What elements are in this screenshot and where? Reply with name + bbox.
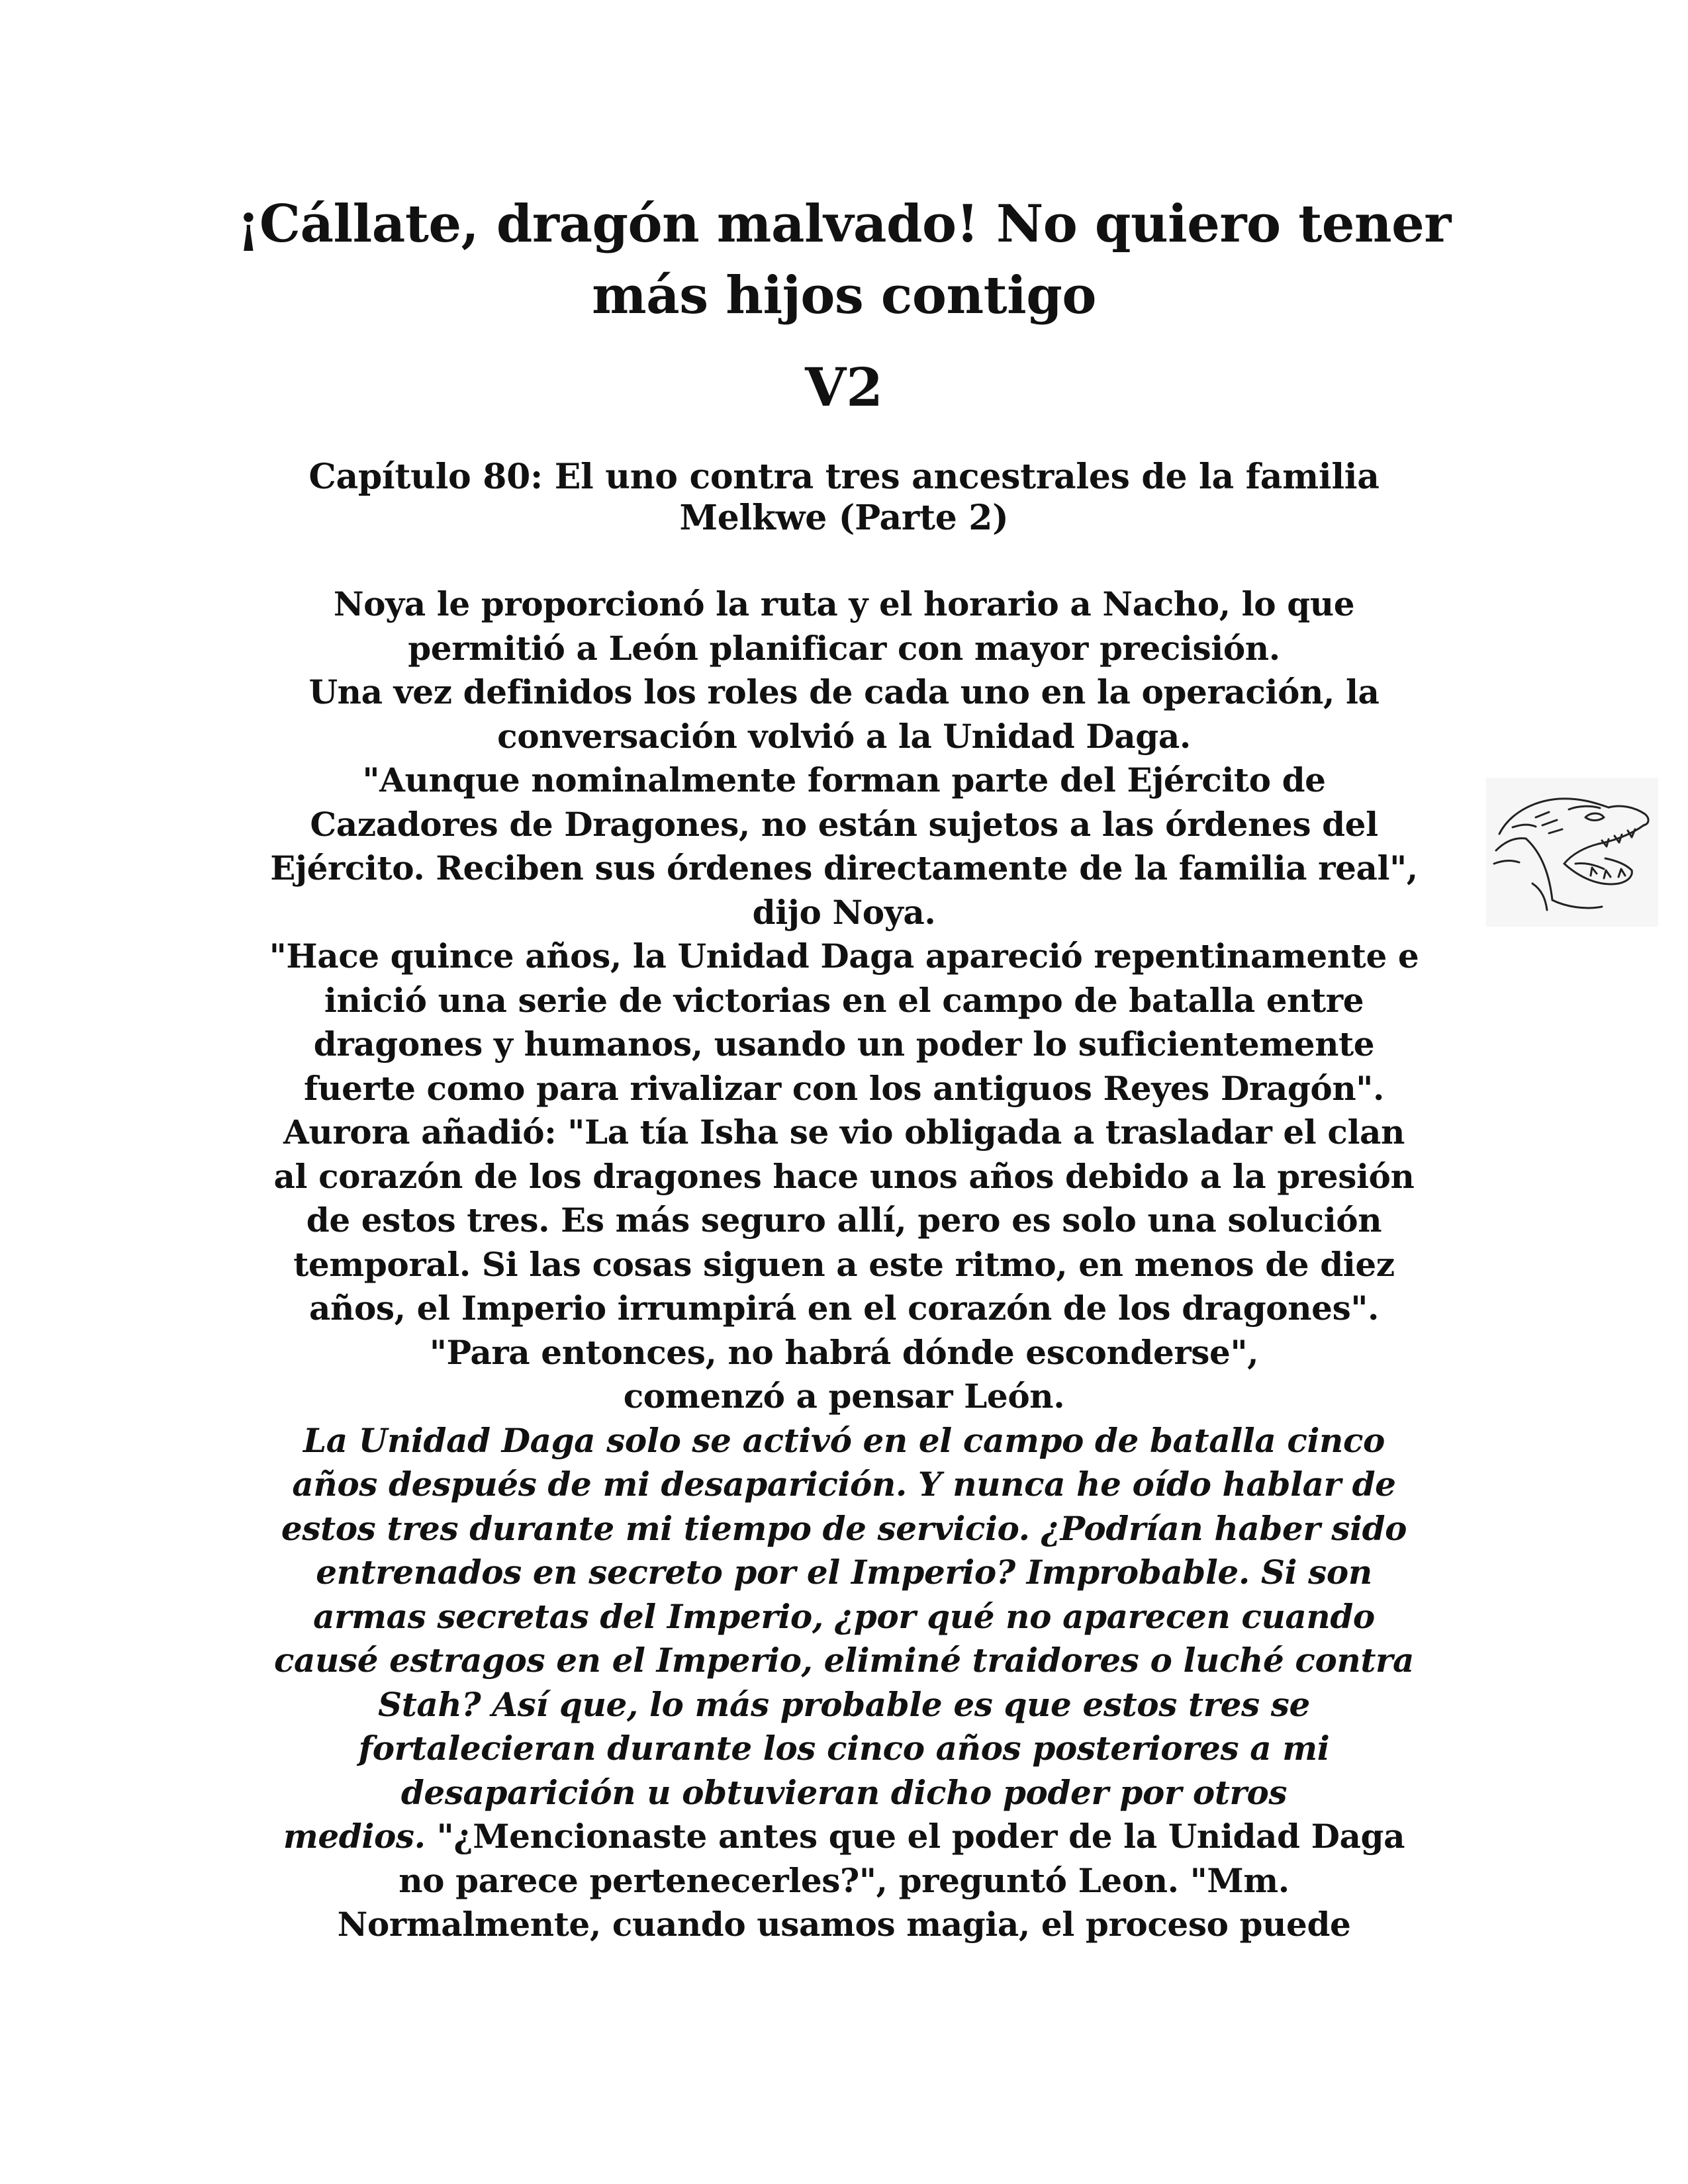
thought-line: estos tres durante mi tiempo de servicio. ¿Podrían haber sido bbox=[281, 1508, 1407, 1548]
body-line: años, el Imperio irrumpirá en el corazón de los dragones". bbox=[309, 1289, 1379, 1328]
thought-line: entrenados en secreto por el Imperio? Improbable. Si son bbox=[316, 1553, 1372, 1592]
body-line: al corazón de los dragones hace unos años debido a la presión bbox=[273, 1156, 1415, 1196]
chapter-body bbox=[218, 582, 1470, 1947]
dragon-head-sketch-icon bbox=[1486, 778, 1658, 927]
body-line: dijo Noya. bbox=[752, 892, 936, 932]
chapter-heading-line-1: Capítulo 80: El uno contra tres ancestrales de la familia bbox=[308, 457, 1380, 497]
body-line: Normalmente, cuando usamos magia, el proceso puede bbox=[337, 1905, 1351, 1944]
book-title-line-1: ¡Cállate, dragón malvado! No quiero tener bbox=[237, 194, 1451, 254]
body-line: Cazadores de Dragones, no están sujetos a las órdenes del bbox=[310, 804, 1378, 844]
book-title bbox=[199, 189, 1489, 332]
body-line: inició una serie de victorias en el campo de batalla entre bbox=[324, 980, 1364, 1020]
body-line: no parece pertenecerles?", preguntó Leon. "Mm. bbox=[399, 1860, 1289, 1900]
body-line: temporal. Si las cosas siguen a este ritmo, en menos de diez bbox=[293, 1244, 1395, 1284]
thought-line: desaparición u obtuvieran dicho poder por otros bbox=[400, 1772, 1288, 1812]
body-line: "Aunque nominalmente forman parte del Ejército de bbox=[362, 760, 1326, 799]
body-line: "Para entonces, no habrá dónde esconderse", bbox=[429, 1332, 1259, 1372]
body-line: Noya le proporcionó la ruta y el horario a Nacho, lo que bbox=[333, 584, 1355, 623]
thought-line: años después de mi desaparición. Y nunca he oído hablar de bbox=[292, 1465, 1396, 1504]
chapter-heading bbox=[199, 457, 1489, 539]
book-title-line-2: más hijos contigo bbox=[592, 265, 1096, 326]
thought-line: La Unidad Daga solo se activó en el campo de batalla cinco bbox=[303, 1420, 1385, 1460]
mixed-line-italic: medios. bbox=[283, 1817, 426, 1856]
thought-line: fortalecieran durante los cinco años posteriores a mi bbox=[358, 1729, 1330, 1768]
thought-line: causé estragos en el Imperio, eliminé traidores o luché contra bbox=[273, 1641, 1414, 1680]
volume-label: V2 bbox=[805, 356, 883, 418]
chapter-heading-line-2: Melkwe (Parte 2) bbox=[679, 498, 1009, 538]
body-line: Aurora añadió: "La tía Isha se vio obligada a trasladar el clan bbox=[283, 1113, 1405, 1152]
body-line: fuerte como para rivalizar con los antiguos Reyes Dragón". bbox=[304, 1068, 1384, 1108]
body-line: conversación volvió a la Unidad Daga. bbox=[497, 716, 1191, 756]
body-line: dragones y humanos, usando un poder lo suficientemente bbox=[313, 1024, 1375, 1064]
mixed-line bbox=[218, 1815, 1470, 1859]
mixed-line-normal: "¿Mencionaste antes que el poder de la Unidad Daga bbox=[425, 1817, 1405, 1856]
thought-line: armas secretas del Imperio, ¿por qué no aparecen cuando bbox=[313, 1596, 1375, 1636]
body-line: Ejército. Reciben sus órdenes directamente de la familia real", bbox=[270, 848, 1418, 887]
body-line: comenzó a pensar León. bbox=[623, 1377, 1065, 1416]
body-line: permitió a León planificar con mayor precisión. bbox=[408, 628, 1280, 668]
body-line: "Hace quince años, la Unidad Daga apareció repentinamente e bbox=[269, 936, 1419, 976]
body-line: Una vez definidos los roles de cada uno en la operación, la bbox=[308, 672, 1380, 711]
body-line: de estos tres. Es más seguro allí, pero es solo una solución bbox=[306, 1201, 1382, 1240]
thought-line: Stah? Así que, lo más probable es que estos tres se bbox=[378, 1684, 1310, 1724]
